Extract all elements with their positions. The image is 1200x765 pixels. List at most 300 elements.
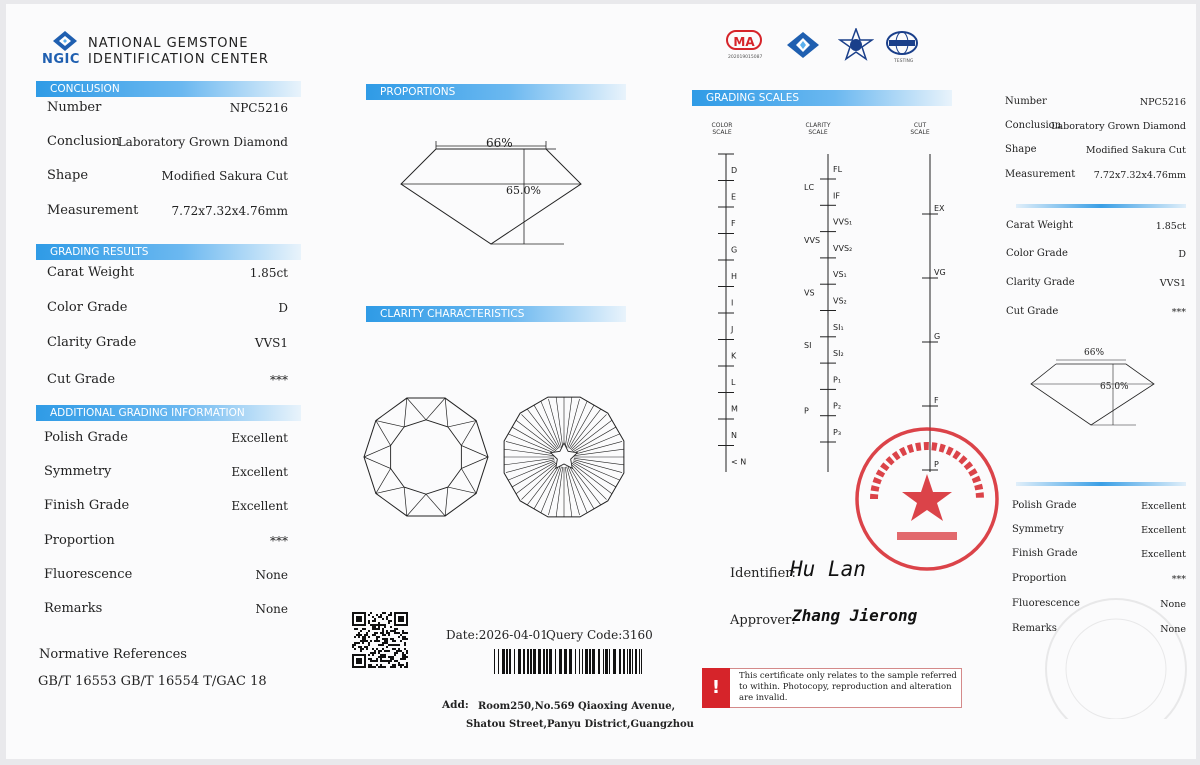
qr-cell xyxy=(404,636,406,638)
barcode-bar xyxy=(555,649,556,674)
cut-grade-label: F xyxy=(934,396,939,405)
qr-cell xyxy=(360,650,362,652)
crown-facet-line xyxy=(445,398,448,427)
qr-cell xyxy=(382,630,384,632)
row-value: D xyxy=(1178,249,1186,260)
report-date: Date:2026-04-01 xyxy=(446,628,548,642)
qr-cell xyxy=(368,654,370,656)
qr-cell xyxy=(382,634,384,636)
row-label: Color Grade xyxy=(47,300,128,315)
row-value: Excellent xyxy=(231,431,288,445)
qr-cell xyxy=(374,620,376,622)
qr-cell xyxy=(402,632,404,634)
qr-cell xyxy=(404,658,406,660)
qr-cell xyxy=(398,664,400,666)
qr-cell xyxy=(394,654,396,656)
qr-cell xyxy=(356,642,358,644)
color-grade-label: D xyxy=(731,166,738,175)
qr-cell xyxy=(372,626,374,628)
qr-cell xyxy=(394,652,396,654)
qr-cell xyxy=(376,660,378,662)
row-label: Cut Grade xyxy=(1006,306,1059,317)
barcode-bar xyxy=(564,649,567,674)
qr-cell xyxy=(402,652,404,654)
qr-cell xyxy=(398,632,400,634)
row-label: Symmetry xyxy=(44,464,112,479)
qr-cell xyxy=(394,666,396,668)
qr-cell xyxy=(388,622,390,624)
row-value: NPC5216 xyxy=(1139,97,1186,108)
qr-cell xyxy=(380,624,382,626)
barcode-bar xyxy=(502,649,505,674)
qr-cell xyxy=(376,638,378,640)
cut-grade-label: G xyxy=(934,332,941,341)
qr-cell xyxy=(384,624,386,626)
barcode-bar xyxy=(506,649,508,674)
conclusion-band: CONCLUSION xyxy=(36,81,301,97)
normative-refs: GB/T 16553 GB/T 16554 T/GAC 18 xyxy=(38,674,267,689)
row-label: Color Grade xyxy=(1006,248,1068,259)
crown-facet-line xyxy=(461,446,488,457)
qr-cell xyxy=(388,644,390,646)
row-label: Proportion xyxy=(1012,573,1067,584)
color-grade-label: F xyxy=(731,219,736,228)
qr-cell xyxy=(358,646,360,648)
qr-cell xyxy=(374,666,376,668)
qr-cell xyxy=(354,642,356,644)
qr-cell xyxy=(372,660,374,662)
qr-cell xyxy=(394,632,396,634)
qr-cell xyxy=(404,642,406,644)
qr-cell xyxy=(388,614,390,616)
row-label: Remarks xyxy=(44,601,103,616)
qr-cell xyxy=(362,636,364,638)
qr-cell xyxy=(368,644,370,646)
qr-cell xyxy=(384,656,386,658)
row-label: Conclusion xyxy=(47,134,120,149)
qr-cell xyxy=(386,632,388,634)
summary-table-pct: 66% xyxy=(1084,348,1105,358)
row-label: Cut Grade xyxy=(47,372,116,387)
qr-cell xyxy=(370,640,372,642)
barcode-bar xyxy=(518,649,521,674)
clarity-grade-label: VVS₁ xyxy=(833,217,853,227)
barcode-bar xyxy=(629,649,631,674)
cut-grade-label: EX xyxy=(934,204,945,213)
qr-cell xyxy=(370,624,372,626)
pavilion-line xyxy=(508,461,554,480)
qr-cell xyxy=(362,638,364,640)
qr-cell xyxy=(364,636,366,638)
color-grade-label: M xyxy=(731,404,738,414)
crown-facet-line xyxy=(404,398,407,427)
qr-cell xyxy=(372,652,374,654)
qr-cell xyxy=(376,614,378,616)
qr-cell xyxy=(394,664,396,666)
row-label: Finish Grade xyxy=(44,498,130,513)
qr-cell xyxy=(376,624,378,626)
qr-cell xyxy=(366,646,368,648)
color-grade-label: < N xyxy=(731,457,747,467)
row-value: *** xyxy=(270,373,288,387)
qr-cell xyxy=(372,628,374,630)
clarity-grade-label: P₃ xyxy=(833,428,842,437)
qr-cell xyxy=(382,628,384,630)
qr-cell xyxy=(386,650,388,652)
qr-cell xyxy=(384,642,386,644)
qr-cell xyxy=(376,648,378,650)
qr-cell xyxy=(358,636,360,638)
qr-cell xyxy=(406,664,408,666)
cma-number: 202019015087 xyxy=(728,55,763,60)
qr-cell xyxy=(392,666,394,668)
qr-cell xyxy=(362,640,364,642)
approver-signature: Zhang Jierong xyxy=(792,606,918,625)
crown-facet-line xyxy=(448,421,476,427)
pavilion-line xyxy=(521,464,556,499)
color-grade-label: I xyxy=(731,298,734,308)
ngic-abbr: NGIC xyxy=(42,52,80,67)
crown-facet-line xyxy=(445,487,448,516)
qr-cell xyxy=(378,626,380,628)
row-value: D xyxy=(278,301,288,315)
qr-cell xyxy=(370,660,372,662)
qr-cell xyxy=(386,660,388,662)
qr-cell xyxy=(382,654,384,656)
barcode-bar xyxy=(641,649,642,674)
row-label: Proportion xyxy=(44,533,115,548)
clarity-group-label: P xyxy=(804,406,809,416)
row-value: Modified Sakura Cut xyxy=(161,169,288,183)
qr-cell xyxy=(406,650,408,652)
cma-text: MA xyxy=(726,30,762,50)
qr-cell xyxy=(384,650,386,652)
qr-cell xyxy=(384,626,386,628)
qr-cell xyxy=(376,632,378,634)
barcode-bar xyxy=(627,649,628,674)
proportion-table-pct: 66% xyxy=(486,136,513,150)
barcode[interactable] xyxy=(494,649,644,674)
qr-cell xyxy=(382,648,384,650)
qr-cell xyxy=(390,644,392,646)
qr-cell xyxy=(396,652,398,654)
qr-cell xyxy=(360,640,362,642)
qr-cell xyxy=(404,666,406,668)
qr-cell xyxy=(378,636,380,638)
qr-cell xyxy=(378,622,380,624)
qr-cell xyxy=(388,650,390,652)
qr-cell xyxy=(362,642,364,644)
qr-cell xyxy=(404,648,406,650)
qr-cell xyxy=(372,634,374,636)
qr-cell xyxy=(394,644,396,646)
barcode-bar xyxy=(569,649,572,674)
summary-divider-2 xyxy=(1016,482,1186,486)
barcode-bar xyxy=(543,649,545,674)
star-seal-icon xyxy=(838,28,874,62)
pavilion-line xyxy=(572,420,612,451)
address-line2: Shatou Street,Panyu District,Guangzhou xyxy=(466,719,694,730)
qr-cell xyxy=(398,644,400,646)
clarity-characteristics-band: CLARITY CHARACTERISTICS xyxy=(366,306,626,322)
qr-cell xyxy=(374,650,376,652)
qr-cell xyxy=(392,640,394,642)
barcode-bar xyxy=(514,649,515,674)
barcode-bar xyxy=(498,649,499,674)
clarity-grade-label: VS₂ xyxy=(833,296,847,306)
notice-text-2: to within. Photocopy, reproduction and alteration xyxy=(739,682,952,692)
qr-cell xyxy=(352,644,354,646)
crown-facet-line xyxy=(407,398,426,420)
qr-cell xyxy=(390,612,392,614)
clarity-grade-label: P₂ xyxy=(833,401,842,411)
row-value: Excellent xyxy=(231,465,288,479)
qr-cell xyxy=(372,648,374,650)
summary-divider-1 xyxy=(1016,204,1186,208)
pavilion-line xyxy=(573,461,619,480)
qr-cell xyxy=(380,666,382,668)
qr-cell xyxy=(354,628,356,630)
qr-finder-core xyxy=(356,616,362,622)
qr-cell xyxy=(406,638,408,640)
pavilion-line xyxy=(568,466,587,512)
watermark-seal xyxy=(1036,589,1196,719)
row-label: Carat Weight xyxy=(47,265,135,280)
qr-cell xyxy=(394,628,396,630)
barcode-bar xyxy=(609,649,610,674)
qr-cell xyxy=(354,644,356,646)
row-label: Polish Grade xyxy=(1012,500,1077,511)
certificate-paper xyxy=(6,4,1196,759)
crown-facet-line xyxy=(376,421,404,427)
qr-cell xyxy=(366,632,368,634)
row-value: *** xyxy=(1171,307,1186,318)
barcode-bar xyxy=(575,649,576,674)
ngic-small-logo-icon xyxy=(784,30,822,60)
address-label: Add: xyxy=(442,699,469,711)
crown-facet-line xyxy=(364,446,391,457)
cut-grade-label: P xyxy=(934,460,939,469)
color-grade-label: L xyxy=(731,378,736,387)
row-value: Excellent xyxy=(1141,501,1186,512)
qr-cell xyxy=(376,636,378,638)
color-grade-label: E xyxy=(731,192,737,202)
grading-results-band: GRADING RESULTS xyxy=(36,244,301,260)
crown-facet-line xyxy=(376,421,391,446)
additional-band: ADDITIONAL GRADING INFORMATION xyxy=(36,405,301,421)
clarity-grade-label: SI₂ xyxy=(833,349,844,359)
qr-cell xyxy=(392,658,394,660)
qr-cell xyxy=(362,628,364,630)
row-value: None xyxy=(1160,599,1186,610)
qr-cell xyxy=(374,632,376,634)
clarity-grade-label: VVS₂ xyxy=(833,243,853,253)
qr-cell xyxy=(382,656,384,658)
row-label: Clarity Grade xyxy=(1006,277,1075,288)
qr-cell xyxy=(386,642,388,644)
barcode-bar xyxy=(639,649,640,674)
qr-cell xyxy=(406,652,408,654)
qr-cell xyxy=(392,648,394,650)
qr-cell xyxy=(390,666,392,668)
qr-cell xyxy=(374,660,376,662)
barcode-bar xyxy=(623,649,625,674)
qr-cell xyxy=(368,630,370,632)
identifier-signature: Hu Lan xyxy=(790,557,866,581)
qr-cell xyxy=(368,642,370,644)
qr-cell xyxy=(374,628,376,630)
color-scale-title: COLOR SCALE xyxy=(711,122,733,136)
qr-cell xyxy=(356,628,358,630)
qr-cell xyxy=(394,660,396,662)
crown-facet-line xyxy=(376,468,391,493)
qr-cell xyxy=(366,634,368,636)
pavilion-line xyxy=(527,409,558,449)
row-label: Number xyxy=(47,100,102,115)
qr-cell xyxy=(382,632,384,634)
crown-facet-line xyxy=(404,487,407,516)
row-value: *** xyxy=(270,534,288,548)
color-grade-label: J xyxy=(731,325,734,334)
qr-code[interactable] xyxy=(352,612,408,668)
qr-cell xyxy=(396,632,398,634)
qr-cell xyxy=(400,634,402,636)
qr-cell xyxy=(378,616,380,618)
qr-cell xyxy=(362,648,364,650)
grading-scales-band: GRADING SCALES xyxy=(692,90,952,106)
qr-cell xyxy=(370,612,372,614)
qr-cell xyxy=(368,614,370,616)
color-grade-label: N xyxy=(731,431,737,440)
qr-cell xyxy=(360,646,362,648)
qr-cell xyxy=(390,620,392,622)
qr-cell xyxy=(384,654,386,656)
qr-cell xyxy=(376,658,378,660)
qr-cell xyxy=(364,634,366,636)
approver-label: Approver: xyxy=(730,613,796,628)
clarity-grade-label: VS₁ xyxy=(833,270,847,280)
qr-cell xyxy=(378,652,380,654)
qr-cell xyxy=(370,666,372,668)
qr-cell xyxy=(404,632,406,634)
qr-cell xyxy=(400,658,402,660)
row-value: 1.85ct xyxy=(1155,221,1186,232)
qr-cell xyxy=(374,626,376,628)
row-label: Carat Weight xyxy=(1006,220,1073,231)
qr-cell xyxy=(386,638,388,640)
qr-cell xyxy=(384,638,386,640)
clarity-plot-crown xyxy=(361,390,491,525)
qr-cell xyxy=(366,648,368,650)
qr-cell xyxy=(392,638,394,640)
qr-cell xyxy=(358,632,360,634)
qr-cell xyxy=(380,654,382,656)
barcode-bar xyxy=(530,649,532,674)
pavilion-line xyxy=(573,434,619,453)
qr-cell xyxy=(402,630,404,632)
qr-cell xyxy=(380,658,382,660)
color-grade-label: K xyxy=(731,351,737,361)
row-label: Finish Grade xyxy=(1012,548,1078,559)
qr-cell xyxy=(364,638,366,640)
clarity-group-label: SI xyxy=(804,340,812,350)
clarity-grade-label: P₁ xyxy=(833,375,842,385)
row-label: Polish Grade xyxy=(44,430,128,445)
clarity-scale-title: CLARITY SCALE xyxy=(805,122,831,136)
barcode-bar xyxy=(527,649,529,674)
org-name-line1: NATIONAL GEMSTONE xyxy=(88,36,249,51)
pavilion-line xyxy=(571,464,606,499)
qr-cell xyxy=(388,656,390,658)
qr-cell xyxy=(406,632,408,634)
qr-cell xyxy=(382,612,384,614)
qr-cell xyxy=(372,654,374,656)
qr-cell xyxy=(354,636,356,638)
crown-facet-line xyxy=(461,468,476,493)
official-red-stamp xyxy=(852,424,1002,574)
qr-cell xyxy=(394,648,396,650)
qr-cell xyxy=(370,658,372,660)
qr-cell xyxy=(396,650,398,652)
qr-cell xyxy=(396,628,398,630)
qr-cell xyxy=(400,664,402,666)
barcode-bar xyxy=(589,649,591,674)
qr-cell xyxy=(386,616,388,618)
qr-cell xyxy=(366,640,368,642)
qr-cell xyxy=(372,620,374,622)
qr-cell xyxy=(374,624,376,626)
pavilion-line xyxy=(568,401,587,447)
barcode-bar xyxy=(538,649,541,674)
summary-depth-pct: 65.0% xyxy=(1100,382,1129,392)
qr-cell xyxy=(380,616,382,618)
qr-cell xyxy=(400,640,402,642)
qr-cell xyxy=(392,630,394,632)
row-label: Fluorescence xyxy=(1012,598,1080,609)
barcode-bar xyxy=(632,649,633,674)
qr-cell xyxy=(402,656,404,658)
qr-cell xyxy=(380,656,382,658)
qr-cell xyxy=(378,628,380,630)
row-label: Measurement xyxy=(47,203,139,218)
qr-cell xyxy=(382,618,384,620)
clarity-group-label: VVS xyxy=(804,235,821,245)
qr-cell xyxy=(364,646,366,648)
qr-cell xyxy=(380,660,382,662)
barcode-bar xyxy=(533,649,536,674)
qr-cell xyxy=(374,652,376,654)
qr-cell xyxy=(404,644,406,646)
barcode-bar xyxy=(494,649,495,674)
barcode-bar xyxy=(546,649,548,674)
qr-cell xyxy=(352,646,354,648)
row-value: VVS1 xyxy=(254,336,288,350)
pavilion-line xyxy=(570,409,601,449)
qr-cell xyxy=(404,654,406,656)
qr-cell xyxy=(372,666,374,668)
crown-facet-line xyxy=(364,457,391,468)
qr-cell xyxy=(382,638,384,640)
address-line1: Room250,No.569 Qiaoxing Avenue, xyxy=(478,701,676,712)
clarity-grade-label: FL xyxy=(833,165,843,174)
qr-finder-core xyxy=(398,616,404,622)
qr-cell xyxy=(390,660,392,662)
barcode-bar xyxy=(613,649,616,674)
qr-cell xyxy=(390,656,392,658)
qr-cell xyxy=(388,662,390,664)
row-value: 7.72x7.32x4.76mm xyxy=(1093,170,1186,181)
qr-cell xyxy=(384,634,386,636)
